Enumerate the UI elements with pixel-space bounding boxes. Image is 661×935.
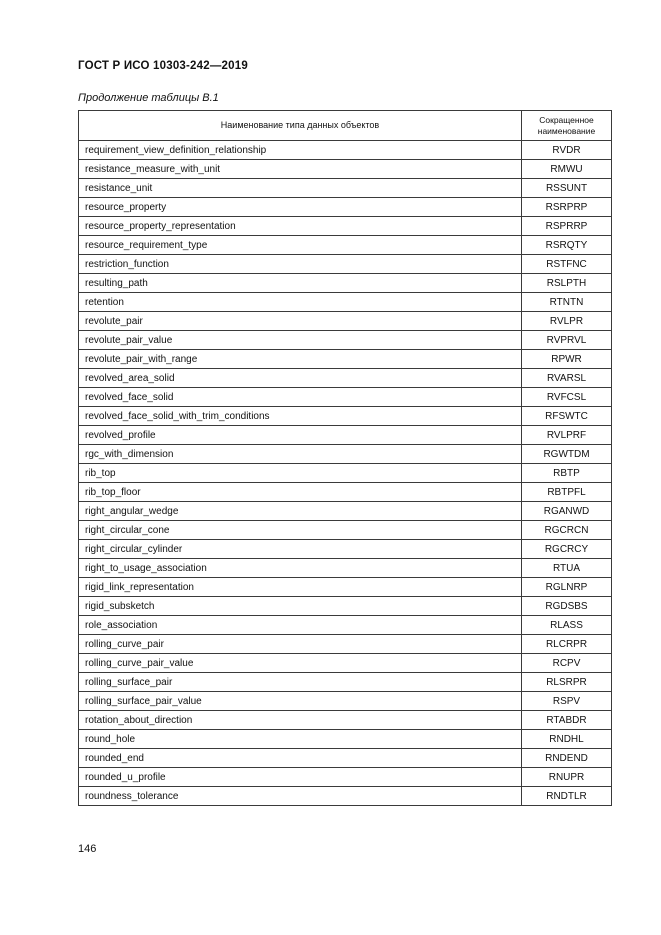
entity-name-cell: roundness_tolerance [79, 787, 522, 806]
table-row [79, 540, 612, 559]
abbreviation-cell: RMWU [522, 160, 612, 179]
table-row [79, 597, 612, 616]
abbreviation-cell: RPWR [522, 350, 612, 369]
table-row [79, 692, 612, 711]
entity-name-cell: role_association [79, 616, 522, 635]
abbreviation-cell: RGLNRP [522, 578, 612, 597]
table-row [79, 236, 612, 255]
abbreviation-cell: RTABDR [522, 711, 612, 730]
table-row [79, 673, 612, 692]
table-row [79, 464, 612, 483]
entity-name-cell: rolling_curve_pair_value [79, 654, 522, 673]
entity-name-cell: right_to_usage_association [79, 559, 522, 578]
abbreviation-cell: RLASS [522, 616, 612, 635]
table-row [79, 350, 612, 369]
page-number: 146 [78, 843, 97, 855]
abbreviation-cell: RLSRPR [522, 673, 612, 692]
abbreviation-cell: RGANWD [522, 502, 612, 521]
table-row [79, 179, 612, 198]
table-row [79, 388, 612, 407]
abbreviation-cell: RSPV [522, 692, 612, 711]
abbreviation-cell: RNDTLR [522, 787, 612, 806]
entity-name-cell: restriction_function [79, 255, 522, 274]
table-row [79, 217, 612, 236]
table-row [79, 426, 612, 445]
abbreviation-cell: RGWTDM [522, 445, 612, 464]
table-row [79, 616, 612, 635]
table-row [79, 559, 612, 578]
entity-name-cell: rigid_link_representation [79, 578, 522, 597]
entity-name-cell: rigid_subsketch [79, 597, 522, 616]
entity-name-cell: retention [79, 293, 522, 312]
table-row [79, 160, 612, 179]
column-header-abbreviation: Сокращенное наименование [522, 111, 612, 141]
entity-name-cell: rolling_surface_pair [79, 673, 522, 692]
abbreviation-cell: RNDHL [522, 730, 612, 749]
table-row [79, 654, 612, 673]
table-row [79, 141, 612, 160]
abbreviation-cell: RVDR [522, 141, 612, 160]
abbreviation-cell: RCPV [522, 654, 612, 673]
abbreviation-cell: RGCRCY [522, 540, 612, 559]
entity-name-cell: rgc_with_dimension [79, 445, 522, 464]
table-row [79, 635, 612, 654]
table-row [79, 768, 612, 787]
abbreviation-cell: RTUA [522, 559, 612, 578]
table-header-row [79, 111, 612, 141]
entity-name-cell: resource_property [79, 198, 522, 217]
entity-name-cell: right_circular_cylinder [79, 540, 522, 559]
table-row [79, 293, 612, 312]
table-row [79, 312, 612, 331]
table-row [79, 369, 612, 388]
abbreviation-cell: RVFCSL [522, 388, 612, 407]
column-header-entity-name: Наименование типа данных объектов [79, 111, 522, 141]
entity-name-cell: resistance_measure_with_unit [79, 160, 522, 179]
entity-name-cell: requirement_view_definition_relationship [79, 141, 522, 160]
entity-name-cell: revolved_face_solid_with_trim_conditions [79, 407, 522, 426]
table-row [79, 445, 612, 464]
abbreviation-cell: RBTP [522, 464, 612, 483]
abbreviation-cell: RVLPR [522, 312, 612, 331]
entity-name-cell: resource_property_representation [79, 217, 522, 236]
table-row [79, 502, 612, 521]
table-row [79, 407, 612, 426]
entity-name-cell: rounded_end [79, 749, 522, 768]
table-row [79, 521, 612, 540]
abbreviations-table [78, 110, 612, 806]
abbreviation-cell: RLCRPR [522, 635, 612, 654]
table-row [79, 483, 612, 502]
abbreviation-cell: RSPRRP [522, 217, 612, 236]
table-row [79, 749, 612, 768]
abbreviation-cell: RSLPTH [522, 274, 612, 293]
entity-name-cell: rib_top [79, 464, 522, 483]
entity-name-cell: revolute_pair [79, 312, 522, 331]
table-row [79, 787, 612, 806]
entity-name-cell: resource_requirement_type [79, 236, 522, 255]
abbreviation-cell: RSTFNC [522, 255, 612, 274]
abbreviation-cell: RSSUNT [522, 179, 612, 198]
document-header: ГОСТ Р ИСО 10303-242—2019 [78, 60, 248, 72]
entity-name-cell: rotation_about_direction [79, 711, 522, 730]
table-row [79, 255, 612, 274]
abbreviation-cell: RVPRVL [522, 331, 612, 350]
entity-name-cell: revolved_area_solid [79, 369, 522, 388]
table-row [79, 198, 612, 217]
table-body [79, 141, 612, 806]
entity-name-cell: round_hole [79, 730, 522, 749]
table-row [79, 711, 612, 730]
table-row [79, 331, 612, 350]
abbreviation-cell: RFSWTC [522, 407, 612, 426]
abbreviation-cell: RNUPR [522, 768, 612, 787]
abbreviation-cell: RNDEND [522, 749, 612, 768]
abbreviation-cell: RVLPRF [522, 426, 612, 445]
entity-name-cell: resistance_unit [79, 179, 522, 198]
abbreviation-cell: RTNTN [522, 293, 612, 312]
entity-name-cell: rounded_u_profile [79, 768, 522, 787]
entity-name-cell: right_circular_cone [79, 521, 522, 540]
entity-name-cell: revolved_face_solid [79, 388, 522, 407]
abbreviation-cell: RSRQTY [522, 236, 612, 255]
abbreviation-cell: RSRPRP [522, 198, 612, 217]
entity-name-cell: rolling_curve_pair [79, 635, 522, 654]
abbreviation-cell: RVARSL [522, 369, 612, 388]
entity-name-cell: revolved_profile [79, 426, 522, 445]
table-row [79, 578, 612, 597]
abbreviation-cell: RGDSBS [522, 597, 612, 616]
entity-name-cell: rolling_surface_pair_value [79, 692, 522, 711]
abbreviation-cell: RBTPFL [522, 483, 612, 502]
table-row [79, 274, 612, 293]
entity-name-cell: resulting_path [79, 274, 522, 293]
table-caption: Продолжение таблицы В.1 [78, 92, 219, 104]
entity-name-cell: rib_top_floor [79, 483, 522, 502]
abbreviation-cell: RGCRCN [522, 521, 612, 540]
entity-name-cell: right_angular_wedge [79, 502, 522, 521]
entity-name-cell: revolute_pair_value [79, 331, 522, 350]
entity-name-cell: revolute_pair_with_range [79, 350, 522, 369]
table-row [79, 730, 612, 749]
